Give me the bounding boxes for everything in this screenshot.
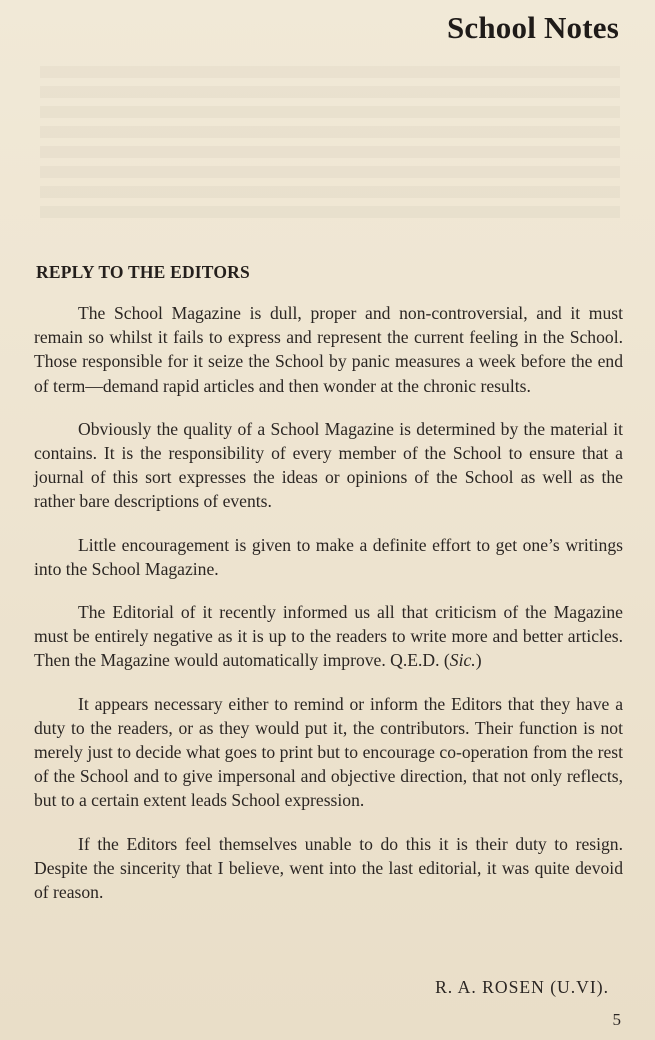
page-title: School Notes <box>446 10 619 45</box>
author-signature: R. A. ROSEN (U.VI). <box>435 977 609 997</box>
sic-emphasis: Sic. <box>449 650 476 671</box>
paragraph-4 <box>34 600 623 673</box>
paragraph-2: Obviously the quality of a School Magazine is determined by the material it contains. It is the responsibility of every member of the School to ensure that a journal of this sort expresses the ideas or opinions of the School as well as the rather bare descriptions of events. <box>34 418 623 512</box>
show-through-text <box>40 58 620 226</box>
page-number: 5 <box>612 1010 621 1029</box>
paragraph-5: It appears necessary either to remind or inform the Editors that they have a duty to the readers, or as they would put it, the contributors. Their function is not merely just to decide what goes to print but to encourage co-operation from the rest of the School and to give impersonal and objective direction, that not only reflects, but to a certain extent leads School expression. <box>34 693 623 811</box>
paragraph-4-text: The Editorial of it recently informed us all that criticism of the Magazine must be entirely negative as it is up to the readers to write more and better articles. Then the Magazine would automatically improve. Q.E.D. ( <box>34 602 623 671</box>
paragraph-3: Little encouragement is given to make a definite effort to get one’s writings into the School Magazine. <box>34 534 623 579</box>
article-heading: REPLY TO THE EDITORS <box>36 262 250 282</box>
paragraph-6: If the Editors feel themselves unable to do this it is their duty to resign. Despite the sincerity that I believe, went into the last editorial, it was quite devoid of reason. <box>34 833 623 903</box>
article <box>34 262 623 923</box>
paragraph-1: The School Magazine is dull, proper and non-controversial, and it must remain so whilst it fails to express and represent the current feeling in the School. Those responsible for it seize the School by panic measures a week before the end of term—demand rapid articles and then wonder at the chronic results. <box>34 303 623 396</box>
paragraph-4-close: ) <box>475 650 482 671</box>
